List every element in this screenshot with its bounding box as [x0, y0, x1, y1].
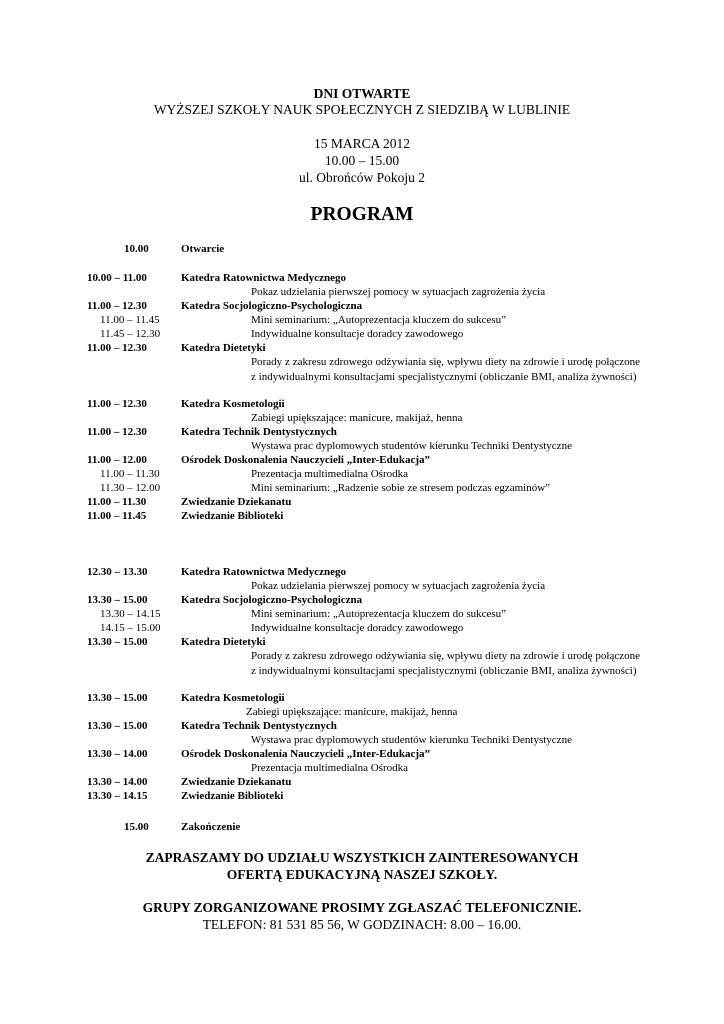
- session2-row-time: 13.30 – 14.00: [87, 776, 148, 788]
- session1-row-name: Katedra Technik Dentystycznych: [181, 426, 337, 438]
- session1-row-detail: Pokaz udzielania pierwszej pomocy w sytuacjach zagrożenia życia: [251, 286, 546, 298]
- header-school: WYŻSZEJ SZKOŁY NAUK SPOŁECZNYCH Z SIEDZIBĄ W LUBLINIE: [153, 102, 571, 117]
- session1-row-subtime: 11.00 – 11.45: [100, 314, 160, 326]
- session2-row-time: 13.30 – 15.00: [87, 636, 148, 648]
- session1-row-time: 10.00 – 11.00: [87, 272, 147, 284]
- session2-row-time: 12.30 – 13.30: [87, 566, 148, 578]
- session2-row-name: Zwiedzanie Dziekanatu: [181, 776, 292, 788]
- session1-row-name: Katedra Kosmetologii: [181, 398, 285, 410]
- session1-row-detail: Prezentacja multimedialna Ośrodka: [251, 468, 408, 480]
- session1-row-name: Zwiedzanie Dziekanatu: [181, 496, 292, 508]
- session2-row-time: 13.30 – 14.00: [87, 748, 148, 760]
- session1-row-time: 11.00 – 11.30: [87, 496, 147, 508]
- session2-row-subtime: 14.15 – 15.00: [100, 622, 161, 634]
- session2-row-name: Katedra Socjologiczno-Psychologiczna: [181, 594, 363, 606]
- session1-row-subtime: 11.30 – 12.00: [100, 482, 161, 494]
- opening-label: Otwarcie: [181, 243, 225, 255]
- session1-row-detail: Wystawa prac dyplomowych studentów kierunku Techniki Dentystyczne: [251, 440, 572, 452]
- session2-row-name: Katedra Kosmetologii: [181, 692, 285, 704]
- session2-row-subtime: 13.30 – 14.15: [100, 608, 161, 620]
- session1-row-name: Ośrodek Doskonalenia Nauczycieli „Inter-Edukacja”: [181, 454, 431, 466]
- page-title: PROGRAM: [310, 204, 414, 225]
- session2-row-detail: Zabiegi upiększające: manicure, makijaż, henna: [246, 706, 458, 718]
- header-title: DNI OTWARTE: [313, 86, 411, 101]
- session1-row-detail: Mini seminarium: „Radzenie sobie ze stresem podczas egzaminów”: [251, 482, 551, 494]
- session2-row-time: 13.30 – 15.00: [87, 692, 148, 704]
- session1-row-time: 11.00 – 12.30: [87, 342, 147, 354]
- header-hours: 10.00 – 15.00: [324, 153, 400, 168]
- session2-row-detail: Indywidualne konsultacje doradcy zawodowego: [251, 622, 464, 634]
- session1-row-time: 11.00 – 12.30: [87, 426, 147, 438]
- session2-row-detail: Prezentacja multimedialna Ośrodka: [251, 762, 408, 774]
- session1-row-name: Katedra Ratownictwa Medycznego: [181, 272, 346, 284]
- footer-groups: GRUPY ZORGANIZOWANE PROSIMY ZGŁASZAĆ TELEFONICZNIE.: [142, 900, 582, 915]
- session2-row-name: Katedra Ratownictwa Medycznego: [181, 566, 346, 578]
- footer-phone: TELEFON: 81 531 85 56, W GODZINACH: 8.00 – 16.00.: [202, 917, 522, 932]
- footer-invite-line2: OFERTĄ EDUKACYJNĄ NASZEJ SZKOŁY.: [226, 867, 498, 882]
- session2-row-name: Katedra Technik Dentystycznych: [181, 720, 337, 732]
- session1-row-name: Katedra Socjologiczno-Psychologiczna: [181, 300, 363, 312]
- session2-row-detail: Pokaz udzielania pierwszej pomocy w sytuacjach zagrożenia życia: [251, 580, 546, 592]
- session2-row-time: 13.30 – 15.00: [87, 594, 148, 606]
- session1-row-detail: Zabiegi upiększające: manicure, makijaż, henna: [251, 412, 463, 424]
- session2-row-detail: Wystawa prac dyplomowych studentów kierunku Techniki Dentystyczne: [251, 734, 572, 746]
- session2-row-time: 13.30 – 15.00: [87, 720, 148, 732]
- session1-row-detail: Mini seminarium: „Autoprezentacja kluczem do sukcesu”: [251, 314, 507, 326]
- header-date: 15 MARCA 2012: [313, 136, 411, 151]
- session2-row-name: Ośrodek Doskonalenia Nauczycieli „Inter-Edukacja”: [181, 748, 431, 760]
- session1-row-time: 11.00 – 11.45: [87, 510, 147, 522]
- session1-row-name: Zwiedzanie Biblioteki: [181, 510, 284, 522]
- session1-row-detail: Indywidualne konsultacje doradcy zawodowego: [251, 328, 464, 340]
- session1-row-time: 11.00 – 12.00: [87, 454, 147, 466]
- session1-row-time: 11.00 – 12.30: [87, 300, 147, 312]
- closing-time: 15.00: [124, 821, 149, 833]
- opening-time: 10.00: [124, 243, 149, 255]
- header-address: ul. Obrońców Pokoju 2: [299, 170, 425, 185]
- session1-row-name: Katedra Dietetyki: [181, 342, 266, 354]
- closing-label: Zakończenie: [181, 821, 241, 833]
- session2-row-name: Zwiedzanie Biblioteki: [181, 790, 284, 802]
- session2-row-detail: Mini seminarium: „Autoprezentacja kluczem do sukcesu”: [251, 608, 507, 620]
- session1-row-subtime: 11.00 – 11.30: [100, 468, 160, 480]
- session2-row-time: 13.30 – 14.15: [87, 790, 148, 802]
- session1-row-detail: Porady z zakresu zdrowego odżywiania się, wpływu diety na zdrowie i urodę połączone z indywidualnymi konsultacjami specjalistycznymi (obliczanie BMI, analiza żywności): [251, 356, 640, 383]
- session1-row-time: 11.00 – 12.30: [87, 398, 147, 410]
- session2-row-name: Katedra Dietetyki: [181, 636, 266, 648]
- session2-row-detail: Porady z zakresu zdrowego odżywiania się, wpływu diety na zdrowie i urodę połączone z indywidualnymi konsultacjami specjalistycznymi (obliczanie BMI, analiza żywności): [251, 650, 640, 677]
- footer-invite-line1: ZAPRASZAMY DO UDZIAŁU WSZYSTKICH ZAINTERESOWANYCH: [145, 850, 579, 865]
- session1-row-subtime: 11.45 – 12.30: [100, 328, 161, 340]
